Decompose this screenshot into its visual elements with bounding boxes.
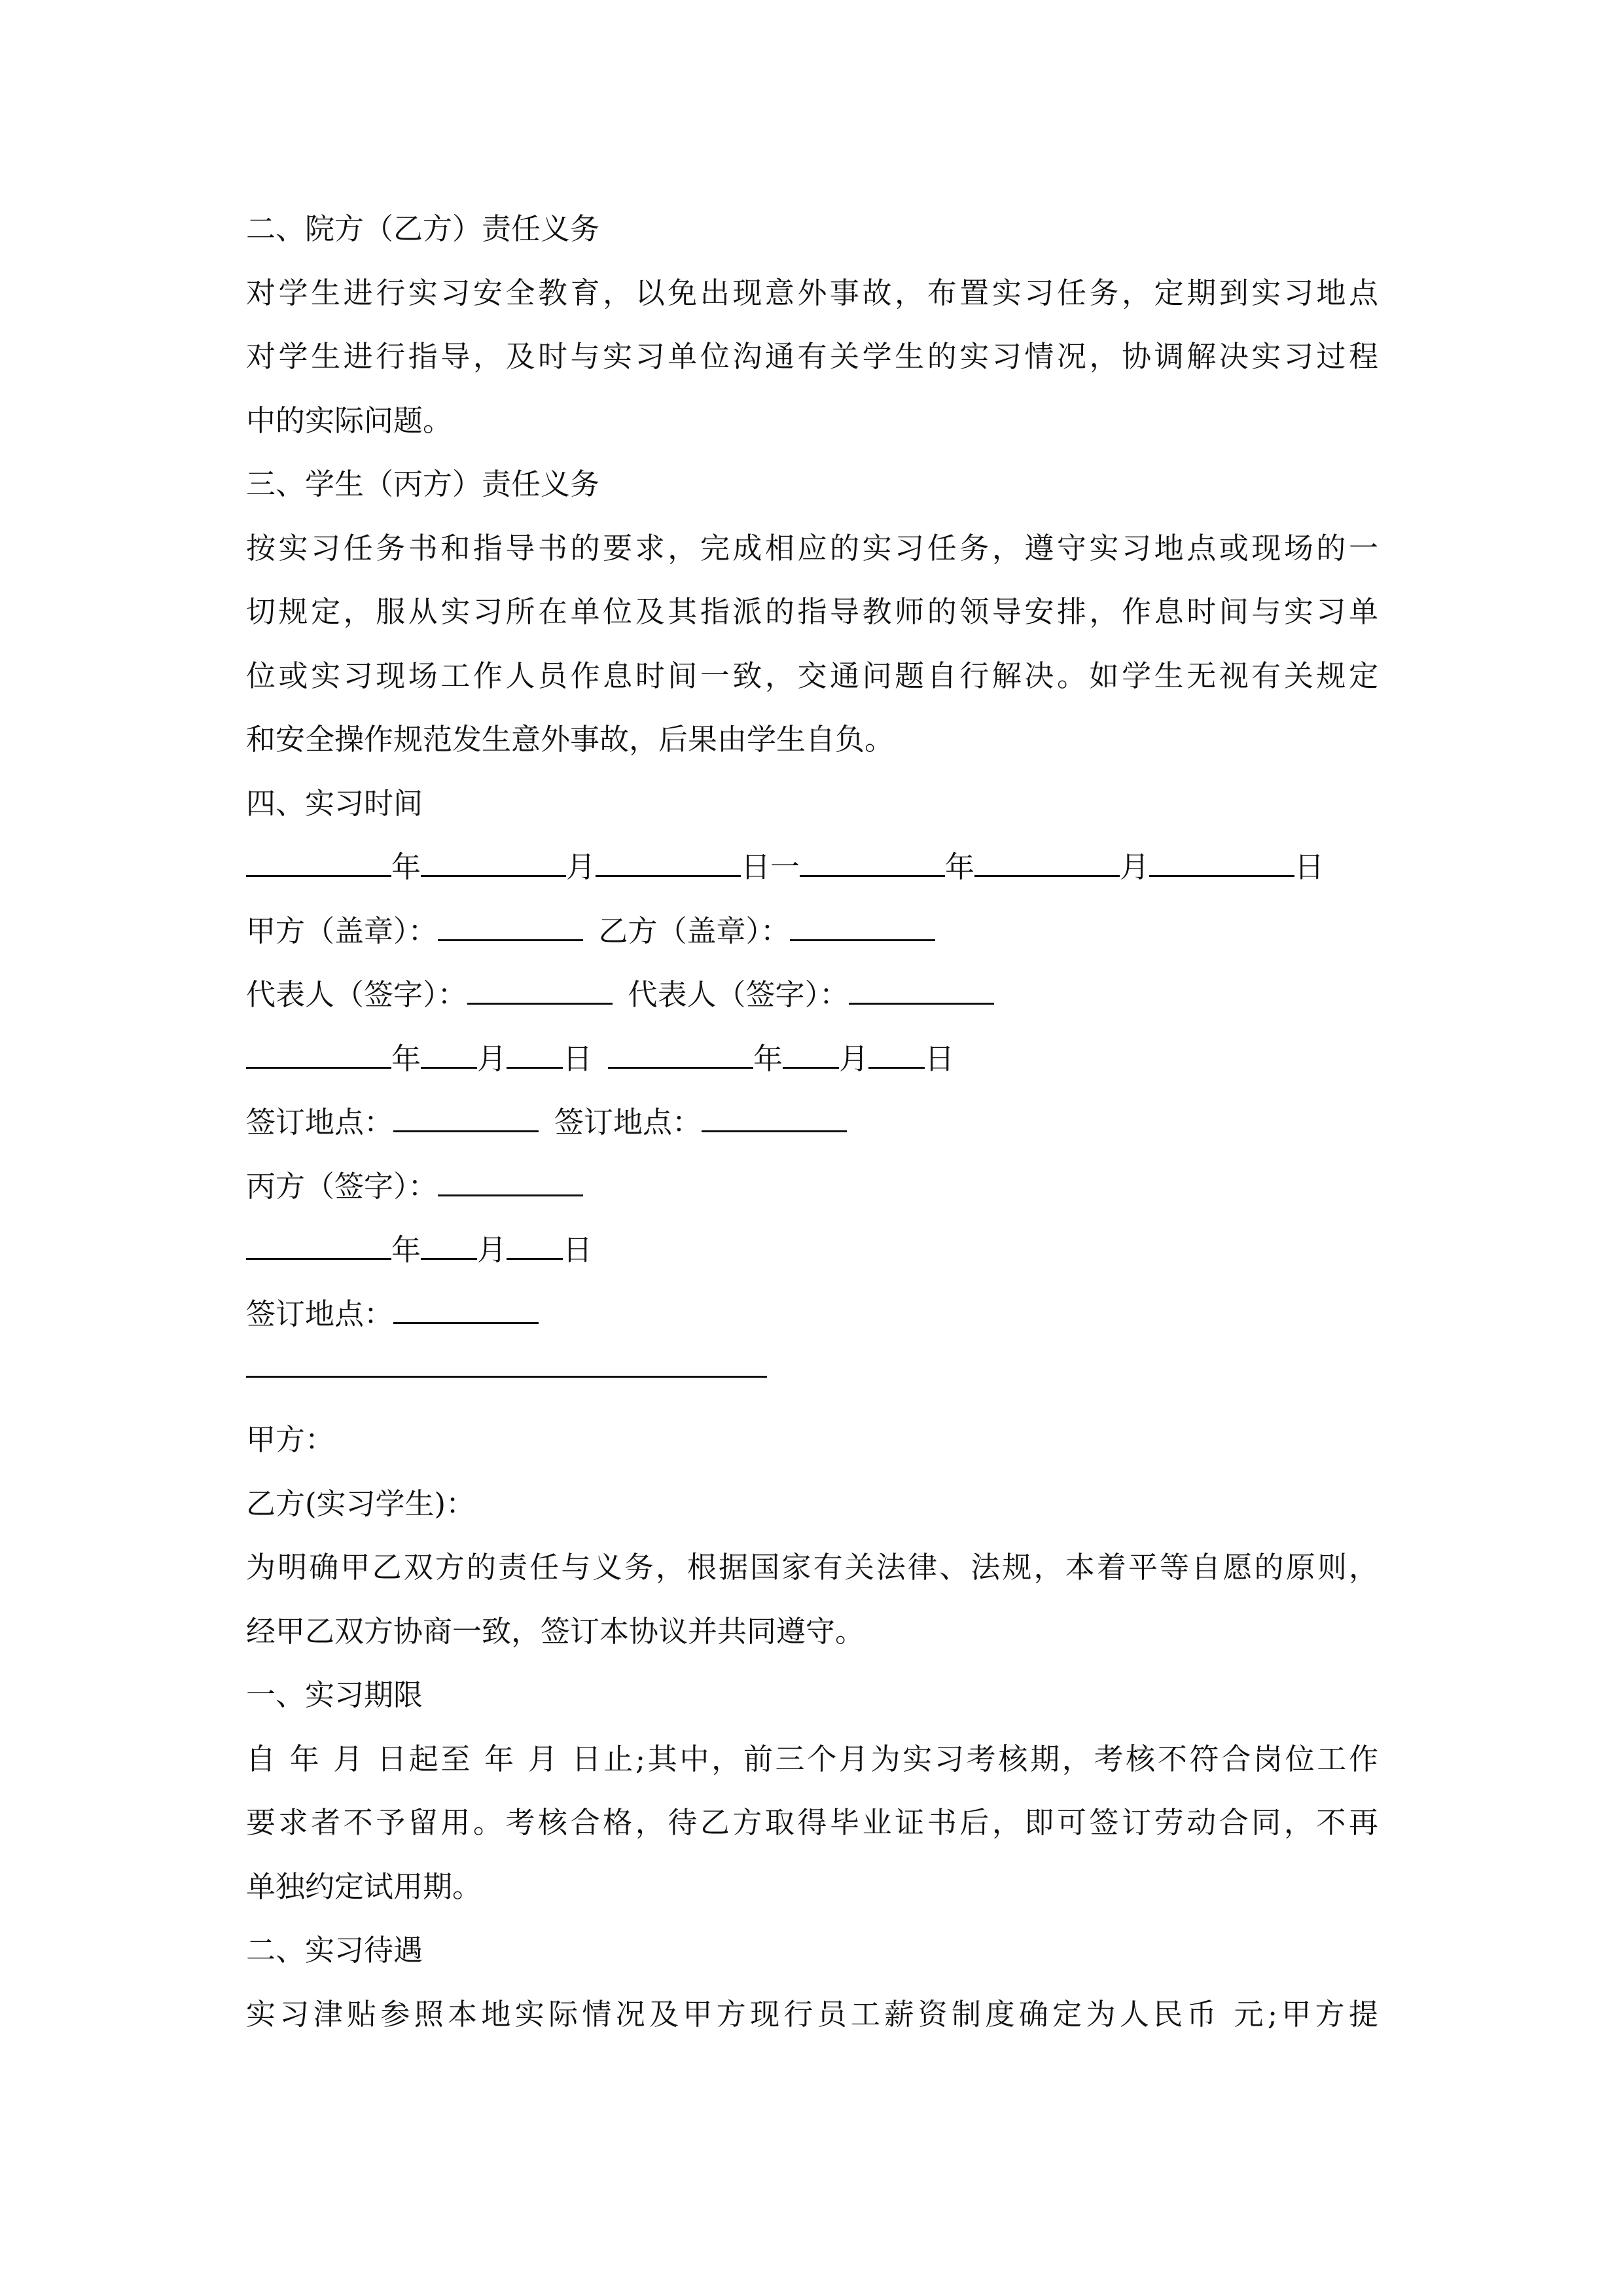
sign-place-blank-b[interactable]: [702, 1104, 847, 1132]
internship-period-line: 年 月 日一 年 月 日: [246, 848, 1378, 887]
start-year-blank[interactable]: [246, 849, 391, 877]
party-b-label: 乙方(实习学生)：: [246, 1486, 476, 1521]
sign-place-blank-a[interactable]: [393, 1104, 539, 1132]
intro-line-1: 为明确甲乙双方的责任与义务，根据国家有关法律、法规，本着平等自愿的原则，: [246, 1550, 1378, 1585]
party-a-rep-blank[interactable]: [467, 977, 613, 1005]
section-2-para-line-1: 对学生进行实习安全教育，以免出现意外事故，布置实习任务，定期到实习地点: [246, 276, 1378, 310]
section-3-para-line-4: 和安全操作规范发生意外事故，后果由学生自负。: [246, 722, 895, 757]
party-b-seal-blank[interactable]: [790, 913, 935, 941]
term-para-line-3: 单独约定试用期。: [246, 1869, 482, 1904]
intro-line-2: 经甲乙双方协商一致，签订本协议并共同遵守。: [246, 1614, 865, 1649]
party-c-date-line: 年 月 日: [246, 1230, 1378, 1270]
sign-month-blank-b[interactable]: [783, 1041, 839, 1069]
section-divider: [246, 1376, 767, 1378]
party-c-place-blank[interactable]: [393, 1296, 539, 1324]
party-c-place-line: 签订地点：: [246, 1295, 1378, 1334]
start-day-blank[interactable]: [596, 849, 741, 877]
end-month-blank[interactable]: [974, 849, 1120, 877]
section-2-para-line-3: 中的实际问题。: [246, 403, 453, 438]
section-3-para-line-3: 位或实习现场工作人员作息时间一致，交通问题自行解决。如学生无视有关规定: [246, 658, 1378, 693]
end-day-blank[interactable]: [1149, 849, 1294, 877]
sign-month-blank-a[interactable]: [421, 1041, 477, 1069]
section-3-title: 三、学生（丙方）责任义务: [246, 467, 600, 501]
sign-date-line: 年 月 日 年 月 日: [246, 1039, 1378, 1079]
representative-line: 代表人（签字）： 代表人（签字）：: [246, 975, 1378, 1014]
section-3-para-line-2: 切规定，服从实习所在单位及其指派的指导教师的领导安排，作息时间与实习单: [246, 594, 1378, 629]
seal-line: 甲方（盖章）： 乙方（盖章）：: [246, 912, 1378, 951]
term-para-line-1: 自 年 月 日起至 年 月 日止;其中，前三个月为实习考核期，考核不符合岗位工作: [246, 1742, 1378, 1776]
term-title: 一、实习期限: [246, 1677, 423, 1712]
pay-title: 二、实习待遇: [246, 1933, 423, 1967]
sign-place-line: 签订地点： 签订地点：: [246, 1103, 1378, 1142]
party-a-label: 甲方：: [246, 1422, 335, 1457]
section-4-title: 四、实习时间: [246, 786, 423, 821]
party-b-rep-blank[interactable]: [849, 977, 994, 1005]
party-c-day-blank[interactable]: [507, 1232, 563, 1260]
term-para-line-2: 要求者不予留用。考核合格，待乙方取得毕业证书后，即可签订劳动合同，不再: [246, 1805, 1378, 1840]
section-2-title: 二、院方（乙方）责任义务: [246, 211, 600, 246]
party-c-month-blank[interactable]: [421, 1232, 477, 1260]
sign-day-blank-b[interactable]: [868, 1041, 925, 1069]
section-2-para-line-2: 对学生进行指导，及时与实习单位沟通有关学生的实习情况，协调解决实习过程: [246, 339, 1378, 374]
sign-year-blank-a[interactable]: [246, 1041, 391, 1069]
pay-para-line-1: 实习津贴参照本地实际情况及甲方现行员工薪资制度确定为人民币 元;甲方提: [246, 1997, 1378, 2032]
party-c-sign-blank[interactable]: [438, 1168, 583, 1196]
sign-year-blank-b[interactable]: [608, 1041, 753, 1069]
start-month-blank[interactable]: [421, 849, 566, 877]
party-c-year-blank[interactable]: [246, 1232, 391, 1260]
section-3-para-line-1: 按实习任务书和指导书的要求，完成相应的实习任务，遵守实习地点或现场的一: [246, 531, 1378, 565]
party-a-seal-blank[interactable]: [438, 913, 583, 941]
end-year-blank[interactable]: [800, 849, 945, 877]
party-c-sign-line: 丙方（签字）：: [246, 1167, 1378, 1206]
sign-day-blank-a[interactable]: [507, 1041, 563, 1069]
